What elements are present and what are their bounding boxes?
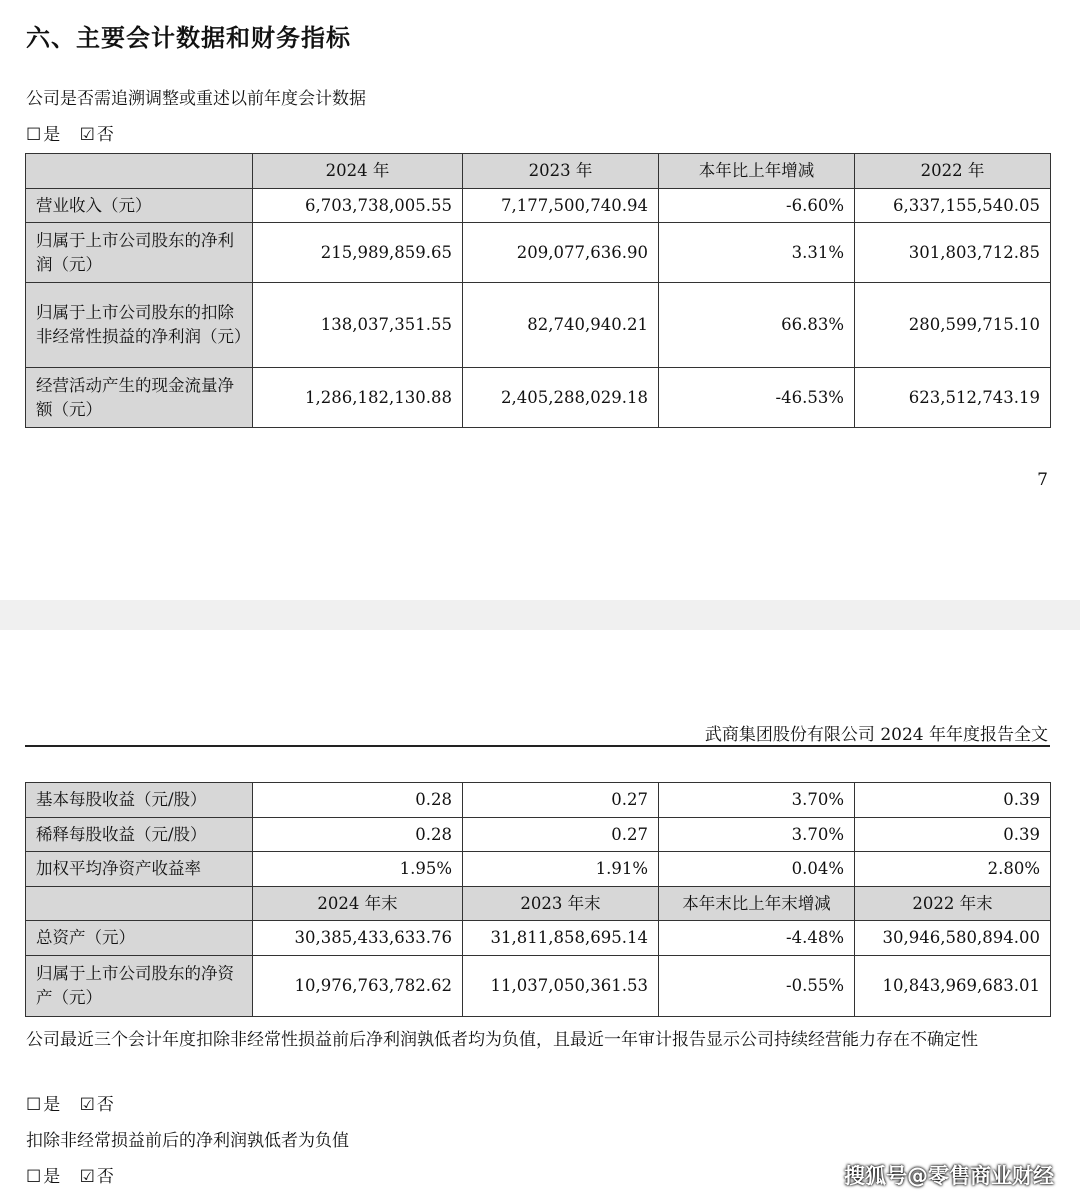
financial-table-1 <box>25 153 1051 428</box>
checked-box-icon: ☑ <box>79 1095 95 1115</box>
table-row: 经营活动产生的现金流量净额（元） 1,286,182,130.88 2,405,288,029.18 -46.53% 623,512,743.19 <box>26 368 1051 428</box>
unchecked-box-icon: ☐ <box>26 125 42 145</box>
watermark: 搜狐号@零售商业财经 <box>844 1164 1054 1188</box>
page-break-divider <box>0 600 1080 630</box>
financial-table-2 <box>25 782 1051 1017</box>
table-row: 归属于上市公司股东的净利润（元） 215,989,859.65 209,077,636.90 3.31% 301,803,712.85 <box>26 223 1051 283</box>
checked-box-icon: ☑ <box>79 125 95 145</box>
table-row: 归属于上市公司股东的扣除非经常性损益的净利润（元） 138,037,351.55 82,740,940.21 66.83% 280,599,715.10 <box>26 283 1051 368</box>
table-row: 营业收入（元） 6,703,738,005.55 7,177,500,740.94 -6.60% 6,337,155,540.05 <box>26 189 1051 223</box>
table-row: 稀释每股收益（元/股） 0.28 0.27 3.70% 0.39 <box>26 818 1051 852</box>
page-number: 7 <box>1037 470 1048 490</box>
table-row: 总资产（元） 30,385,433,633.76 31,811,858,695.14 -4.48% 30,946,580,894.00 <box>26 921 1051 956</box>
table-row: 归属于上市公司股东的净资产（元） 10,976,763,782.62 11,037,050,361.53 -0.55% 10,843,969,683.01 <box>26 956 1051 1017</box>
table-row: 基本每股收益（元/股） 0.28 0.27 3.70% 0.39 <box>26 783 1051 818</box>
table1-header-row: 2024 年 2023 年 本年比上年增减 2022 年 <box>26 154 1051 189</box>
table-row: 加权平均净资产收益率 1.95% 1.91% 0.04% 2.80% <box>26 852 1051 887</box>
restatement-checkboxes: ☐ 是 ☑ 否 <box>26 125 114 145</box>
table2-header-row: 2024 年末 2023 年末 本年末比上年末增减 2022 年末 <box>26 887 1051 921</box>
section-title: 六、主要会计数据和财务指标 <box>26 24 351 52</box>
checked-box-icon: ☑ <box>79 1167 95 1187</box>
header-rule <box>25 745 1050 747</box>
unchecked-box-icon: ☐ <box>26 1095 42 1115</box>
going-concern-question: 公司最近三个会计年度扣除非经常性损益前后净利润孰低者均为负值，且最近一年审计报告显示公司持续经营能力存在不确定性 <box>26 1030 978 1050</box>
going-concern-checkboxes: ☐ 是 ☑ 否 <box>26 1095 114 1115</box>
unchecked-box-icon: ☐ <box>26 1167 42 1187</box>
report-header: 武商集团股份有限公司 2024 年年度报告全文 <box>704 725 1048 745</box>
negative-profit-question: 扣除非经常损益前后的净利润孰低者为负值 <box>26 1131 349 1151</box>
restatement-question: 公司是否需追溯调整或重述以前年度会计数据 <box>26 89 366 109</box>
negative-profit-checkboxes: ☐ 是 ☑ 否 <box>26 1167 114 1187</box>
